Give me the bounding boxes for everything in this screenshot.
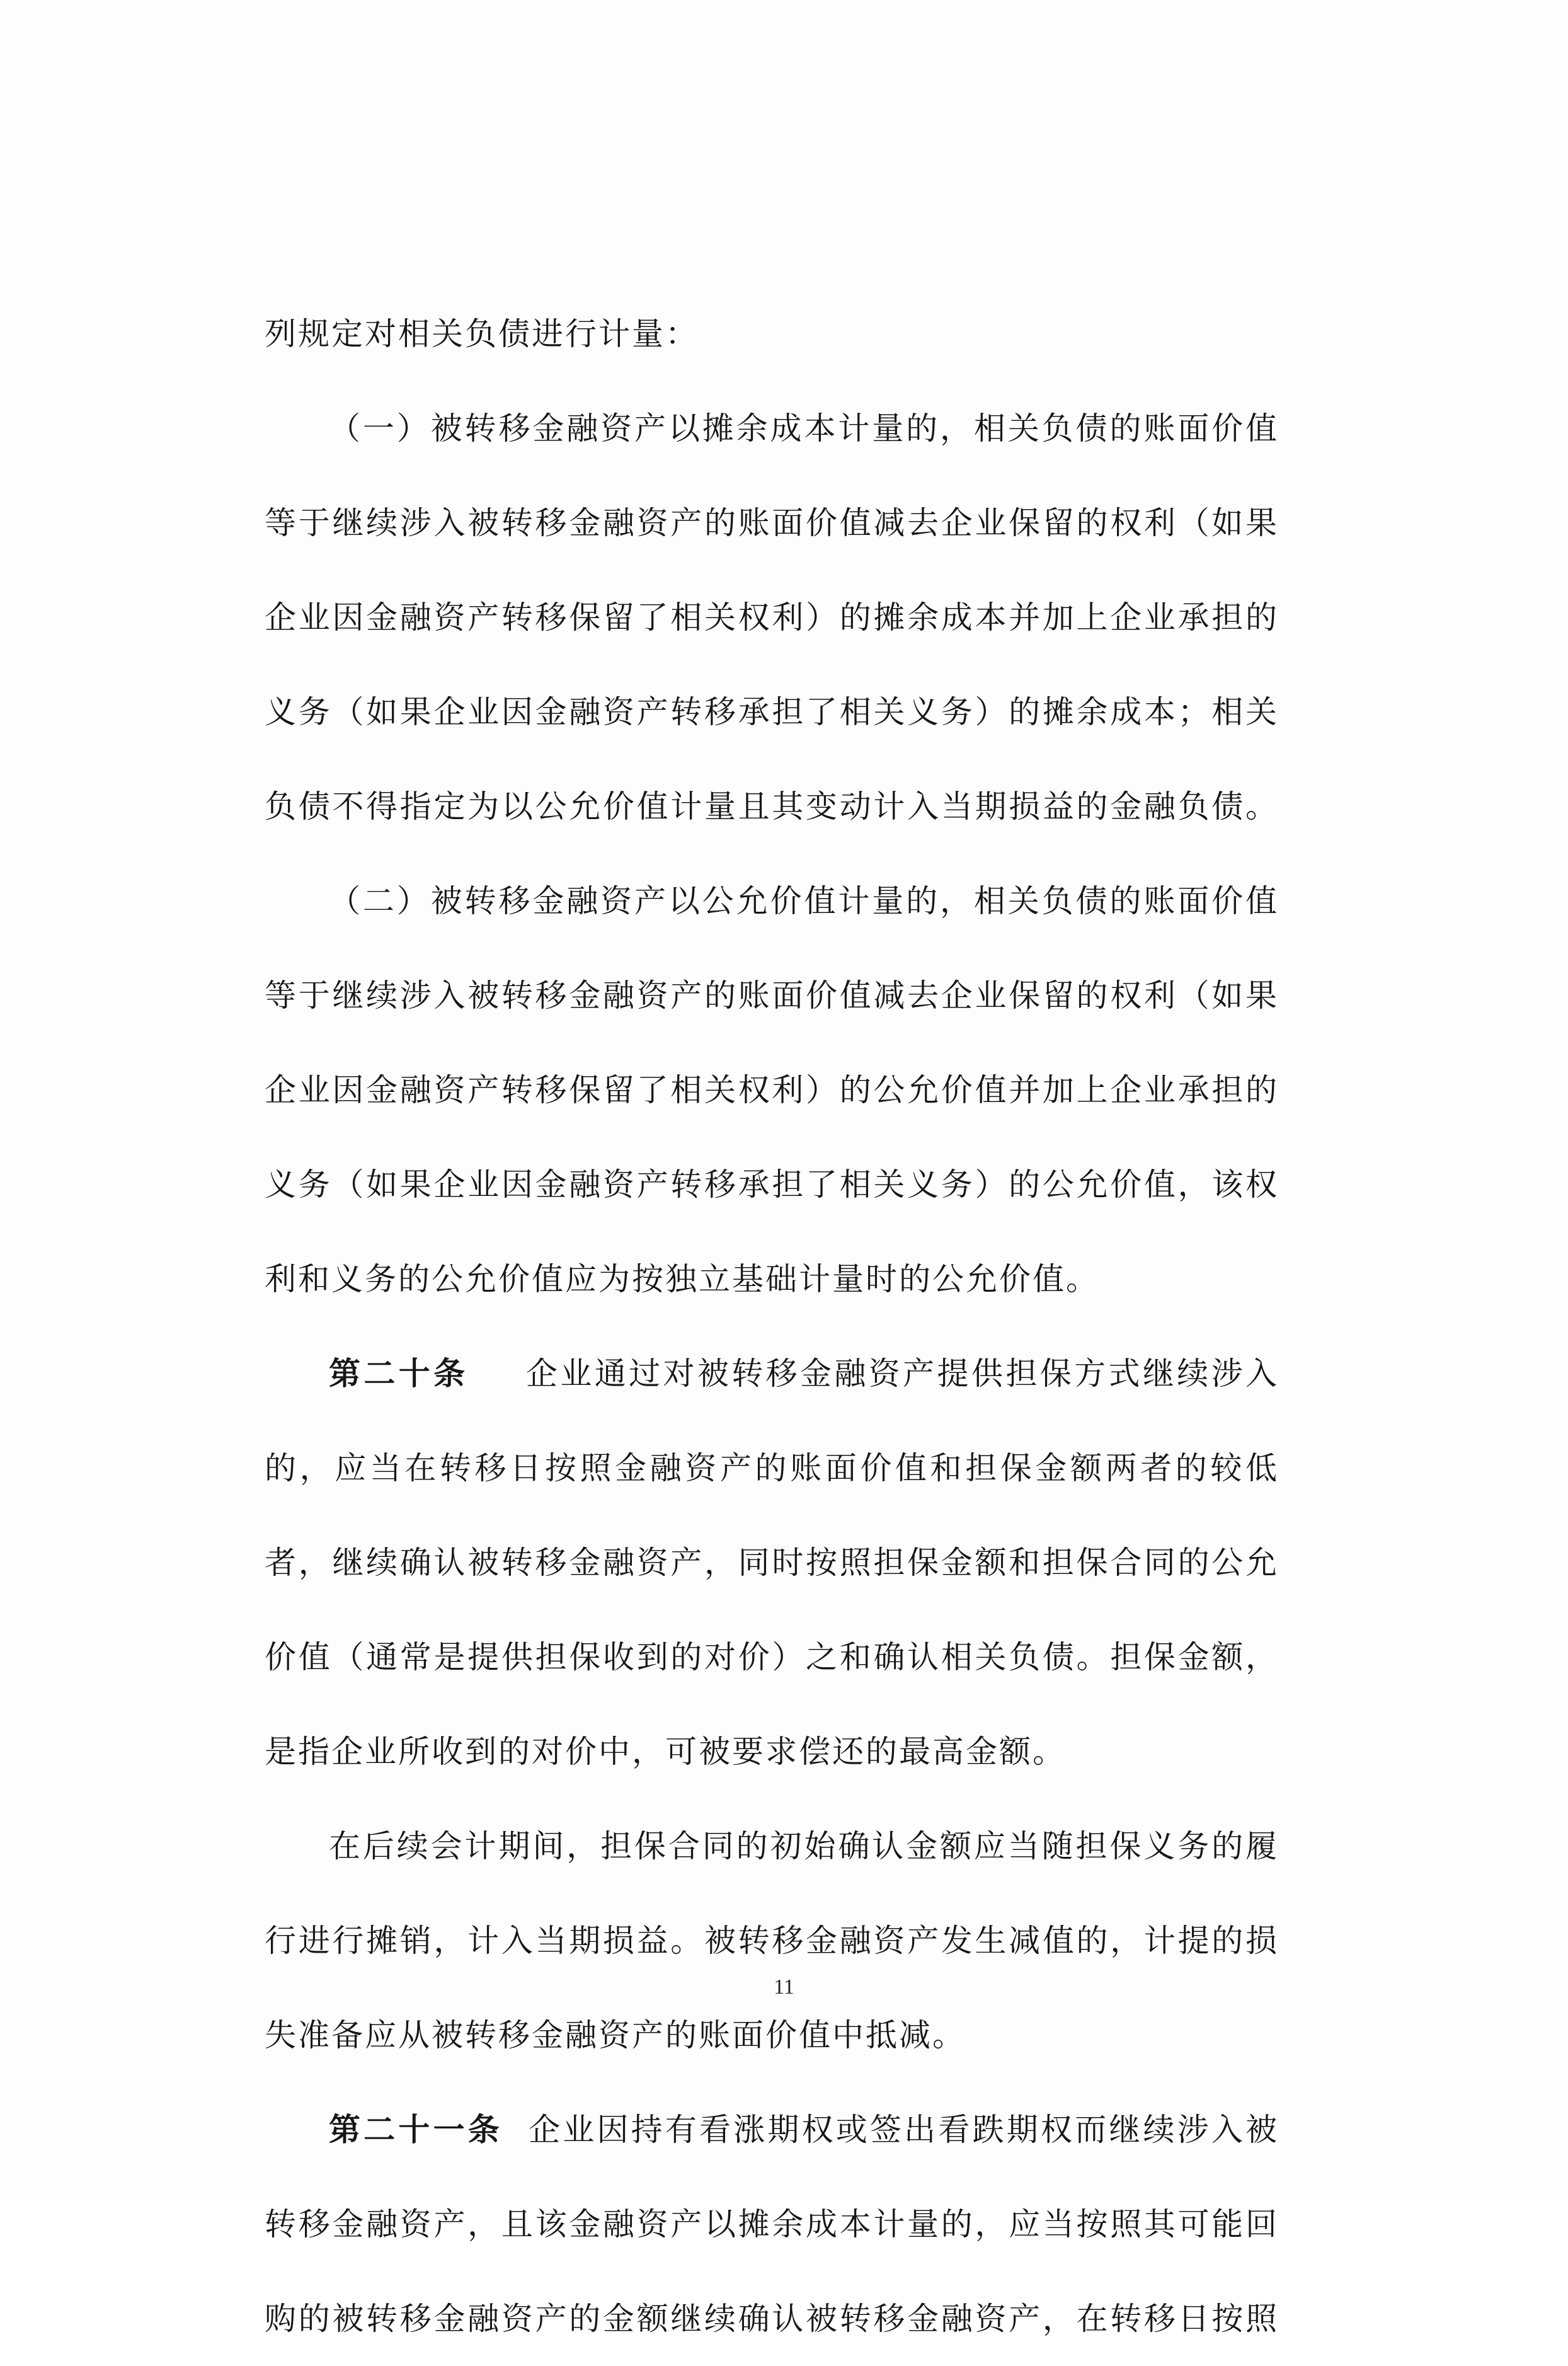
text-line: 列规定对相关负债进行计量： xyxy=(265,316,699,352)
text-line: 者，继续确认被转移金融资产，同时按照担保金额和担保合同的公允 xyxy=(265,1544,1279,1581)
text-line: 负债不得指定为以公允价值计量且其变动计入当期损益的金融负债。 xyxy=(265,788,1279,825)
article-20-title: 第二十条 xyxy=(329,1355,469,1392)
body-text xyxy=(265,287,1279,2366)
text-line: 在后续会计期间，担保合同的初始确认金额应当随担保义务的履 xyxy=(329,1828,1279,1864)
text-line: 价值（通常是提供担保收到的对价）之和确认相关负债。担保金额， xyxy=(265,1639,1279,1675)
text-line: 义务（如果企业因金融资产转移承担了相关义务）的摊余成本；相关 xyxy=(265,694,1279,730)
article-20-heading-line xyxy=(265,1326,1279,1421)
text-line: 企业因金融资产转移保留了相关权利）的摊余成本并加上企业承担的 xyxy=(265,599,1279,636)
text-line: 是指企业所收到的对价中，可被要求偿还的最高金额。 xyxy=(265,1733,1066,1770)
page-number: 11 xyxy=(774,1975,794,1999)
text-line: 转移金融资产，且该金融资产以摊余成本计量的，应当按照其可能回 xyxy=(265,2206,1279,2243)
article-21-heading-line xyxy=(265,2082,1279,2177)
text-line: 等于继续涉入被转移金融资产的账面价值减去企业保留的权利（如果 xyxy=(265,977,1279,1014)
text-line: 企业因持有看涨期权或签出看跌期权而继续涉入被 xyxy=(527,2111,1279,2148)
text-line: 行进行摊销，计入当期损益。被转移金融资产发生减值的，计提的损 xyxy=(265,1922,1279,1959)
text-line: 企业通过对被转移金融资产提供担保方式继续涉入 xyxy=(525,1355,1279,1392)
text-line: 的，应当在转移日按照金融资产的账面价值和担保金额两者的较低 xyxy=(265,1450,1279,1486)
text-line: 等于继续涉入被转移金融资产的账面价值减去企业保留的权利（如果 xyxy=(265,505,1279,541)
text-line: 企业因金融资产转移保留了相关权利）的公允价值并加上企业承担的 xyxy=(265,1072,1279,1108)
text-line: 义务（如果企业因金融资产转移承担了相关义务）的公允价值，该权 xyxy=(265,1166,1279,1203)
text-line: 购的被转移金融资产的金额继续确认被转移金融资产，在转移日按照 xyxy=(265,2300,1279,2337)
text-line: 失准备应从被转移金融资产的账面价值中抵减。 xyxy=(265,2017,966,2053)
article-21-title: 第二十一条 xyxy=(329,2111,503,2148)
text-line: （二）被转移金融资产以公允价值计量的，相关负债的账面价值 xyxy=(329,883,1279,919)
text-line: （一）被转移金融资产以摊余成本计量的，相关负债的账面价值 xyxy=(329,410,1279,447)
text-line: 利和义务的公允价值应为按独立基础计量时的公允价值。 xyxy=(265,1261,1099,1297)
